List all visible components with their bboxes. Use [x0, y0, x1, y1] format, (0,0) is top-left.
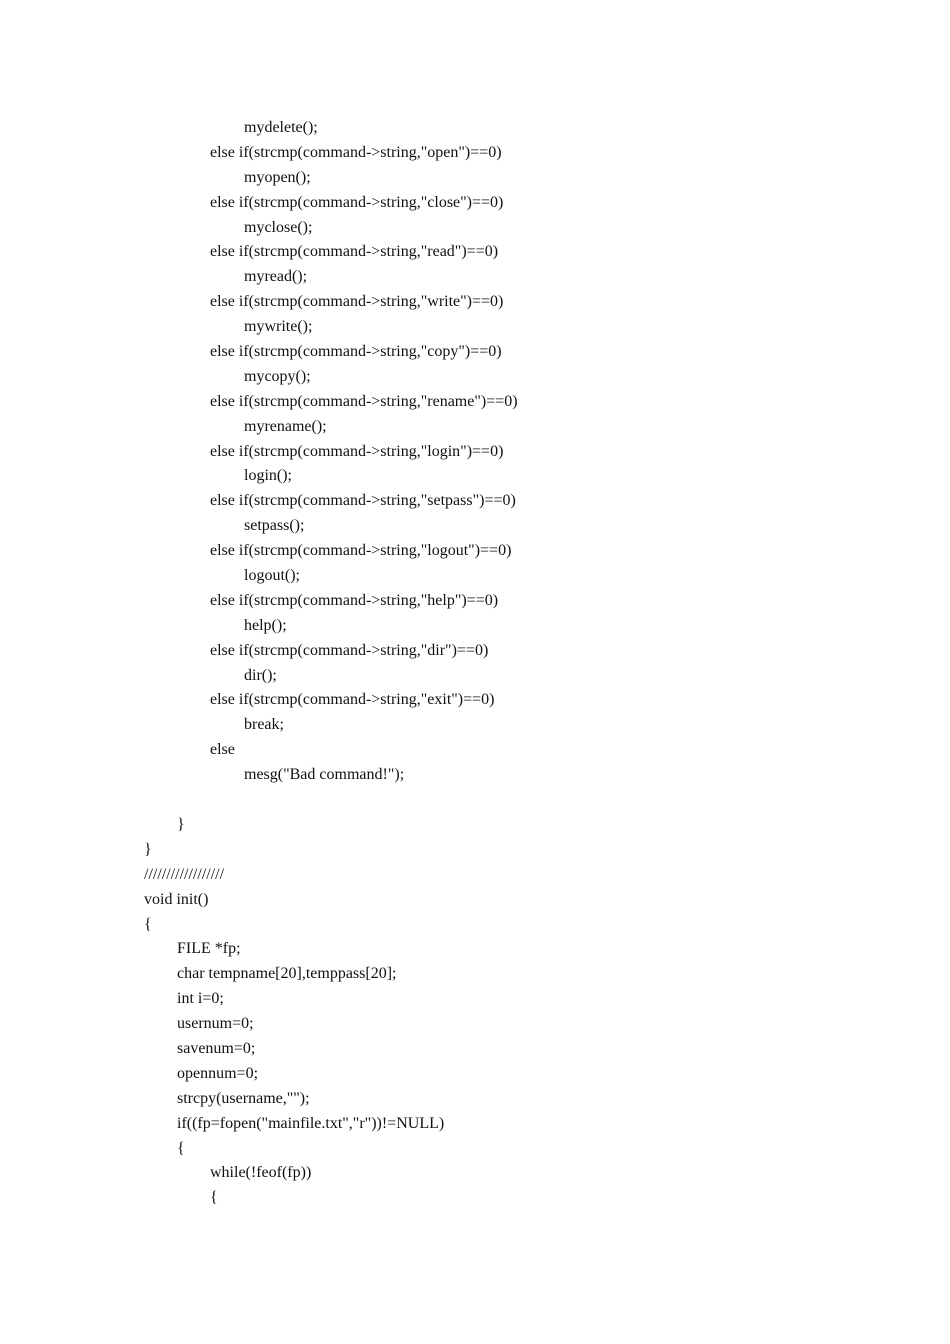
code-line: else if(strcmp(command->string,"exit")==0)	[210, 691, 495, 709]
code-line: }	[177, 815, 185, 833]
code-line: usernum=0;	[177, 1015, 254, 1033]
code-line	[0, 788, 950, 813]
code-line: {	[210, 1189, 218, 1207]
code-line: myrename();	[244, 417, 327, 435]
code-line: else if(strcmp(command->string,"rename")==0)	[210, 392, 518, 410]
code-line: break;	[244, 716, 284, 734]
code-line: else if(strcmp(command->string,"open")==0)	[210, 143, 502, 161]
code-line: else if(strcmp(command->string,"write")==0)	[210, 293, 504, 311]
code-line: void init()	[144, 890, 209, 908]
code-line: while(!feof(fp))	[210, 1164, 312, 1182]
code-line: savenum=0;	[177, 1039, 256, 1057]
code-line: else if(strcmp(command->string,"setpass")==0)	[210, 492, 516, 510]
code-line: else	[210, 741, 235, 759]
source-code-listing	[0, 116, 950, 1211]
code-line: strcpy(username,"");	[177, 1089, 310, 1107]
code-line: {	[144, 915, 152, 933]
code-line: else if(strcmp(command->string,"copy")==0)	[210, 343, 502, 361]
code-line: else if(strcmp(command->string,"dir")==0)	[210, 641, 489, 659]
code-line: myread();	[244, 268, 308, 286]
code-line: else if(strcmp(command->string,"read")==0)	[210, 243, 499, 261]
code-line: {	[177, 1139, 185, 1157]
code-line: opennum=0;	[177, 1064, 259, 1082]
code-line: }	[144, 840, 152, 858]
code-line: int i=0;	[177, 990, 224, 1008]
code-line: mycopy();	[244, 367, 311, 385]
code-line: myclose();	[244, 218, 313, 236]
code-line: else if(strcmp(command->string,"close")==0)	[210, 193, 504, 211]
code-line: help();	[244, 616, 287, 634]
code-line: //////////////////	[144, 865, 225, 883]
code-line: setpass();	[244, 517, 305, 535]
code-line: FILE *fp;	[177, 940, 241, 958]
code-line: if((fp=fopen("mainfile.txt","r"))!=NULL)	[177, 1114, 445, 1132]
code-line: myopen();	[244, 168, 311, 186]
code-line: mesg("Bad command!");	[244, 766, 405, 784]
code-line: mywrite();	[244, 318, 313, 336]
code-line: logout();	[244, 567, 300, 585]
code-line: else if(strcmp(command->string,"login")==0)	[210, 442, 504, 460]
code-line: else if(strcmp(command->string,"logout")==0)	[210, 542, 512, 560]
code-line: dir();	[244, 666, 277, 684]
code-line: mydelete();	[244, 119, 318, 136]
code-line: login();	[244, 467, 292, 485]
code-line: char tempname[20],temppass[20];	[177, 965, 397, 983]
code-line: else if(strcmp(command->string,"help")==0)	[210, 591, 499, 609]
